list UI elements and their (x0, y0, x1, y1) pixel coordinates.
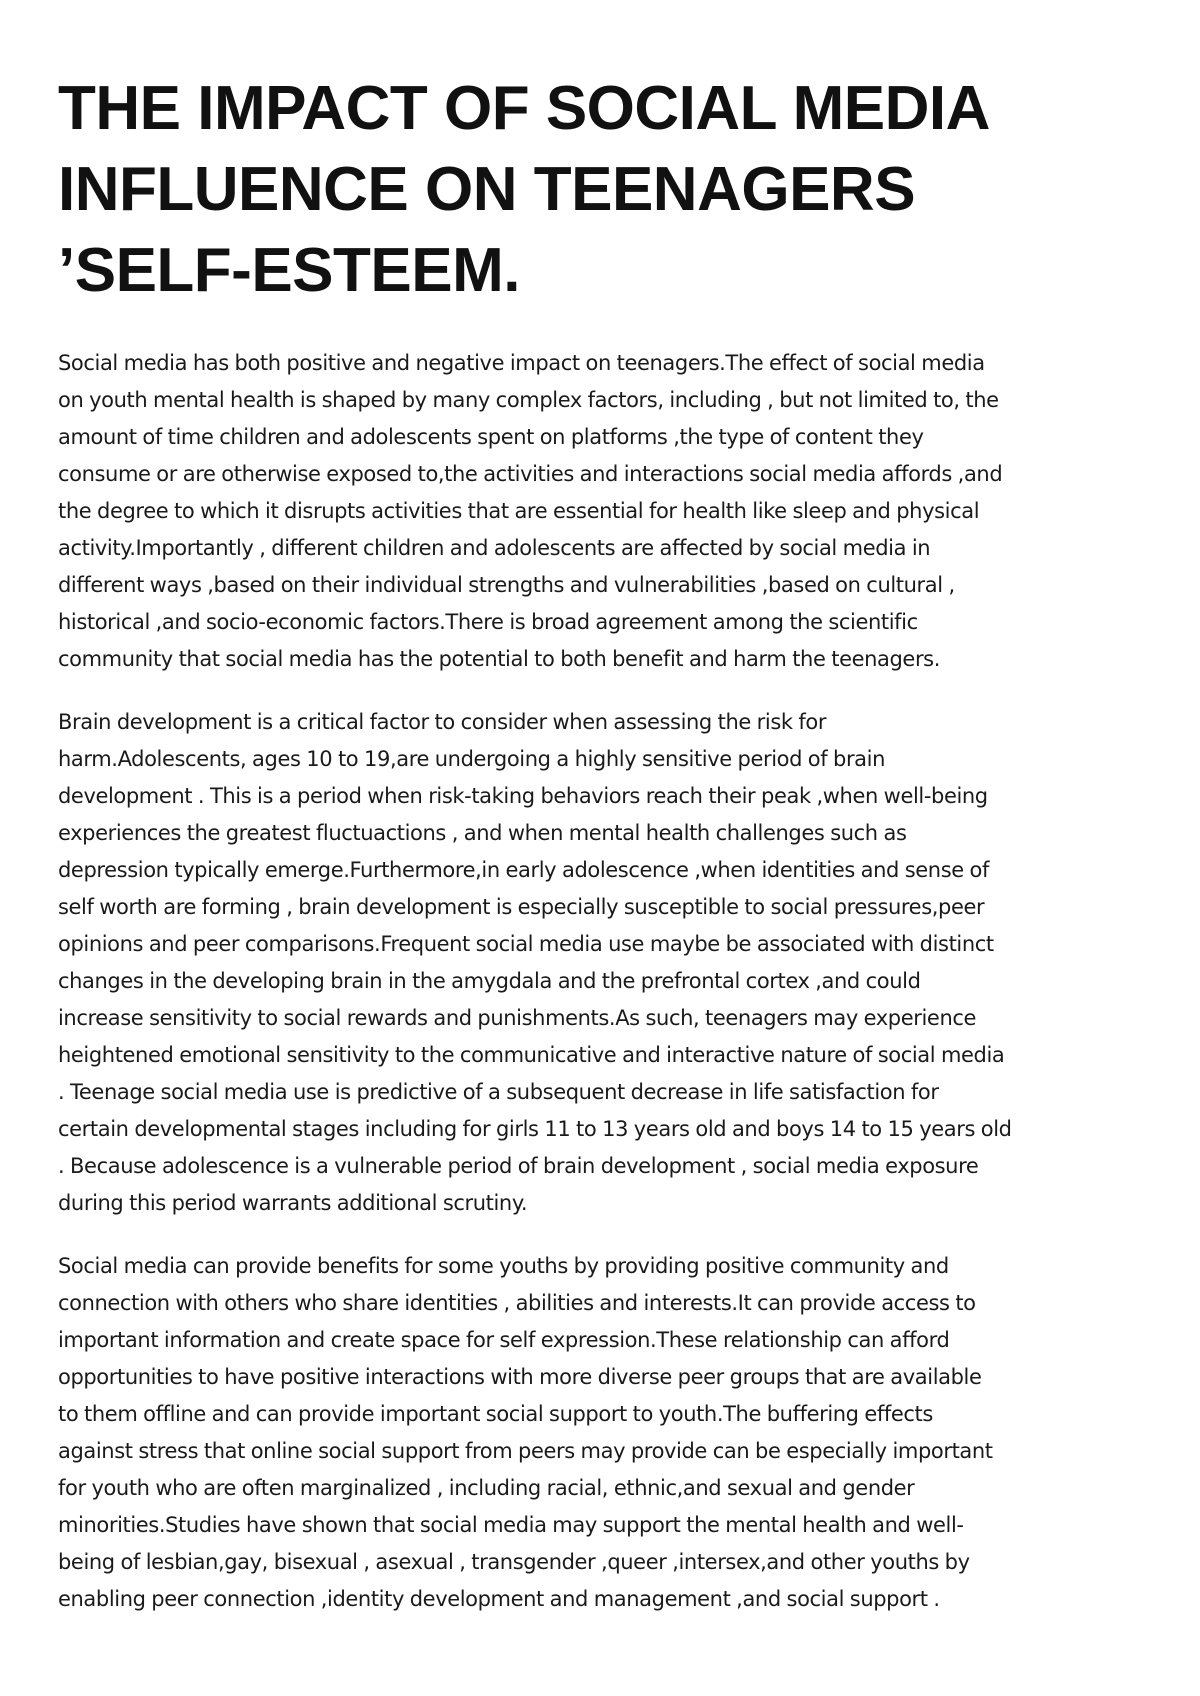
title-line: INFLUENCE ON TEENAGERS (58, 155, 916, 224)
text-line: community that social media has the potential to both benefit and harm the teenagers. (58, 647, 940, 671)
text-line: against stress that online social support from peers may provide can be especially important (58, 1439, 993, 1463)
text-line: connection with others who share identities , abilities and interests.It can provide access to (58, 1291, 976, 1315)
text-line: changes in the developing brain in the amygdala and the prefrontal cortex ,and could (58, 969, 921, 993)
text-line: consume or are otherwise exposed to,the activities and interactions social media affords ,and (58, 462, 1003, 486)
text-line: for youth who are often marginalized , including racial, ethnic,and sexual and gender (58, 1476, 915, 1500)
text-line: increase sensitivity to social rewards and punishments.As such, teenagers may experience (58, 1006, 977, 1030)
text-line: experiences the greatest fluctuactions , and when mental health challenges such as (58, 821, 907, 845)
text-line: self worth are forming , brain development is especially susceptible to social pressures,peer (58, 895, 985, 919)
text-line: Social media has both positive and negative impact on teenagers.The effect of social media (58, 351, 985, 375)
text-line: important information and create space for self expression.These relationship can afford (58, 1328, 950, 1352)
text-line: on youth mental health is shaped by many complex factors, including , but not limited to, the (58, 388, 999, 412)
text-line: minorities.Studies have shown that social media may support the mental health and well- (58, 1513, 964, 1537)
text-line: the degree to which it disrupts activities that are essential for health like sleep and physical (58, 499, 980, 523)
paragraph-brain-development (58, 704, 1140, 1222)
text-line: different ways ,based on their individual strengths and vulnerabilities ,based on cultural , (58, 573, 955, 597)
paragraph-intro (58, 345, 1140, 678)
text-line: opinions and peer comparisons.Frequent social media use maybe be associated with distinct (58, 932, 994, 956)
title-line: THE IMPACT OF SOCIAL MEDIA (58, 74, 990, 143)
text-line: heightened emotional sensitivity to the communicative and interactive nature of social media (58, 1043, 1005, 1067)
text-line: development . This is a period when risk-taking behaviors reach their peak ,when well-being (58, 784, 988, 808)
text-line: amount of time children and adolescents spent on platforms ,the type of content they (58, 425, 924, 449)
title-line: ’SELF-ESTEEM. (58, 236, 520, 305)
text-line: during this period warrants additional scrutiny. (58, 1191, 528, 1215)
text-line: Social media can provide benefits for some youths by providing positive community and (58, 1254, 949, 1278)
text-line: . Teenage social media use is predictive of a subsequent decrease in life satisfaction for (58, 1080, 939, 1104)
text-line: Brain development is a critical factor to consider when assessing the risk for (58, 710, 827, 734)
text-line: activity.Importantly , different children and adolescents are affected by social media in (58, 536, 931, 560)
paragraph-benefits (58, 1248, 1140, 1618)
text-line: . Because adolescence is a vulnerable period of brain development , social media exposure (58, 1154, 979, 1178)
text-line: to them offline and can provide important social support to youth.The buffering effects (58, 1402, 933, 1426)
text-line: harm.Adolescents, ages 10 to 19,are undergoing a highly sensitive period of brain (58, 747, 885, 771)
text-line: being of lesbian,gay, bisexual , asexual , transgender ,queer ,intersex,and other youths by (58, 1550, 970, 1574)
page-title (58, 68, 1140, 311)
text-line: opportunities to have positive interactions with more diverse peer groups that are available (58, 1365, 982, 1389)
text-line: historical ,and socio-economic factors.There is broad agreement among the scientific (58, 610, 918, 634)
text-line: enabling peer connection ,identity development and management ,and social support . (58, 1587, 940, 1611)
text-line: depression typically emerge.Furthermore,in early adolescence ,when identities and sense of (58, 858, 989, 882)
text-line: certain developmental stages including for girls 11 to 13 years old and boys 14 to 15 years old (58, 1117, 1012, 1141)
